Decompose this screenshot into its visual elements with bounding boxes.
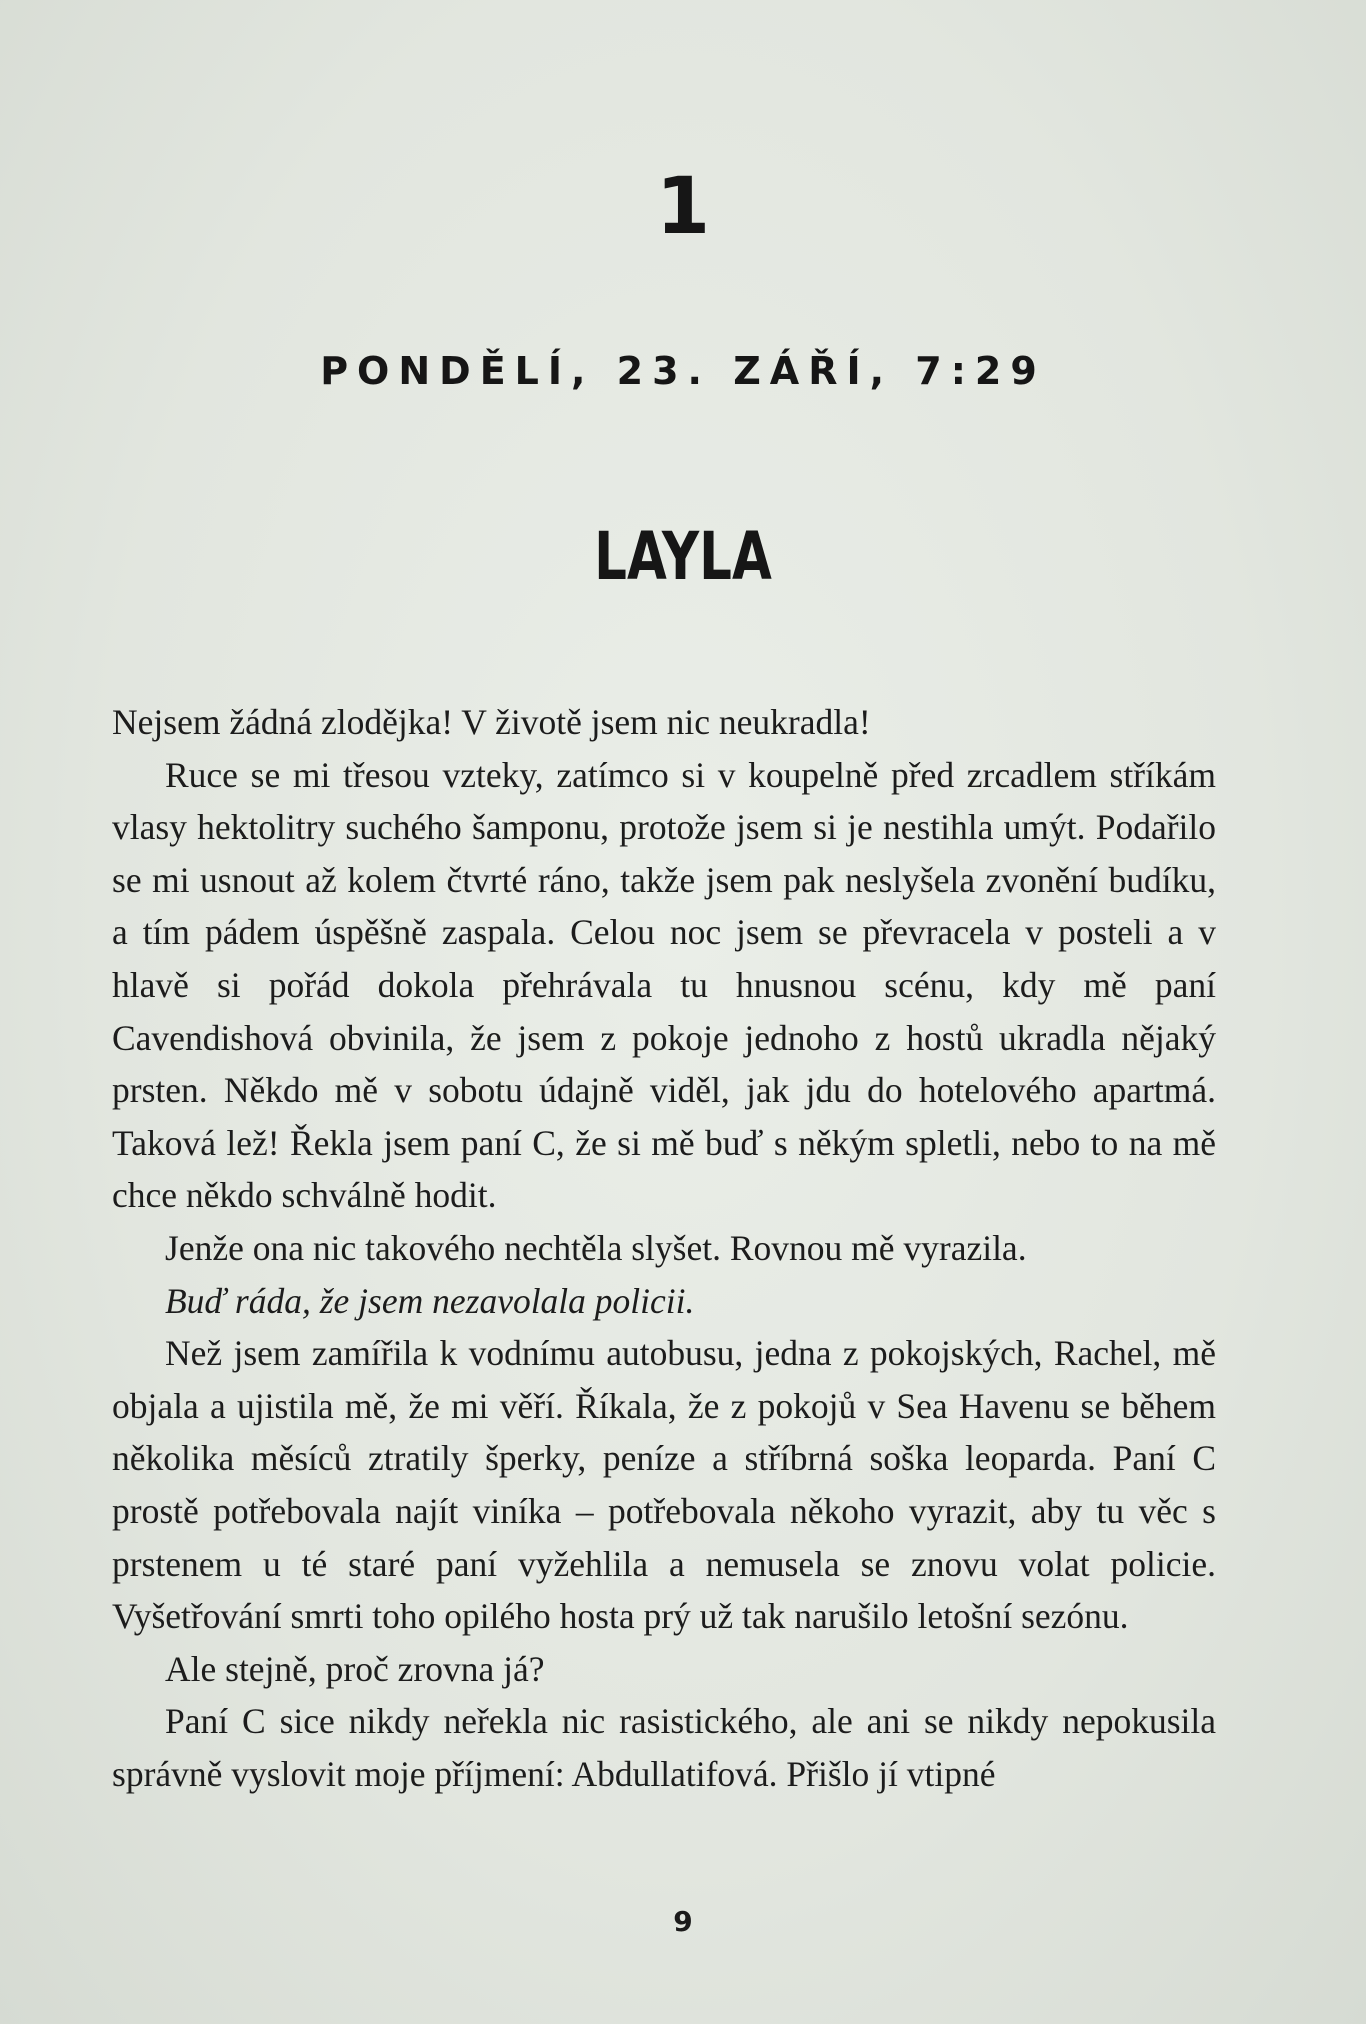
chapter-number: 1: [655, 162, 711, 252]
page-number: 9: [673, 1905, 693, 1938]
paragraph: Ruce se mi třesou vzteky, zatímco si v koupelně před zrcadlem stříkám vlasy hektolitry suchého šamponu, protože jsem si je nestihla umýt. Podařilo se mi usnout až kolem čtvrté ráno, takže jsem pak neslyšela zvonění budíku, a tím pádem úspěšně zaspala. Celou noc jsem se převracela v posteli a v hlavě si pořád dokola přehrávala tu hnusnou scénu, kdy mě paní Cavendishová obvinila, že jsem z pokoje jednoho z hostů ukradla nějaký prsten. Někdo mě v sobotu údajně viděl, jak jdu do hotelového apartmá. Taková lež! Řekla jsem paní C, že si mě buď s někým spletli, nebo to na mě chce někdo schválně hodit.: [112, 754, 1216, 1216]
paragraph: Jenže ona nic takového nechtěla slyšet. Rovnou mě vyrazila.: [165, 1227, 1027, 1268]
chapter-narrator: LAYLA: [594, 518, 772, 595]
paragraph: Ale stejně, proč zrovna já?: [165, 1648, 545, 1689]
body-text: [112, 696, 1216, 1800]
paragraph: Než jsem zamířila k vodnímu autobusu, jedna z pokojských, Rachel, mě objala a ujistila mě, že mi věří. Říkala, že z pokojů v Sea Havenu se během několika měsíců ztratily šperky, peníze a stříbrná soška leoparda. Paní C prostě potřebovala najít viníka – potřebovala někoho vyrazit, aby tu věc s prstenem u té staré paní vyžehlila a nemusela se znovu volat policie. Vyšetřování smrti toho opilého hosta prý už tak narušilo letošní sezónu.: [112, 1333, 1216, 1637]
chapter-date-line: PONDĚLÍ, 23. ZÁŘÍ, 7:29: [320, 349, 1046, 393]
paragraph: Paní C sice nikdy neřekla nic rasistického, ale ani se nikdy nepokusila správně vyslovit moje příjmení: Abdullatifová. Přišlo jí vtipné: [112, 1701, 1216, 1794]
paragraph-italic: Buď ráda, že jsem nezavolala policii.: [165, 1280, 695, 1321]
paragraph: Nejsem žádná zlodějka! V životě jsem nic neukradla!: [112, 702, 871, 742]
